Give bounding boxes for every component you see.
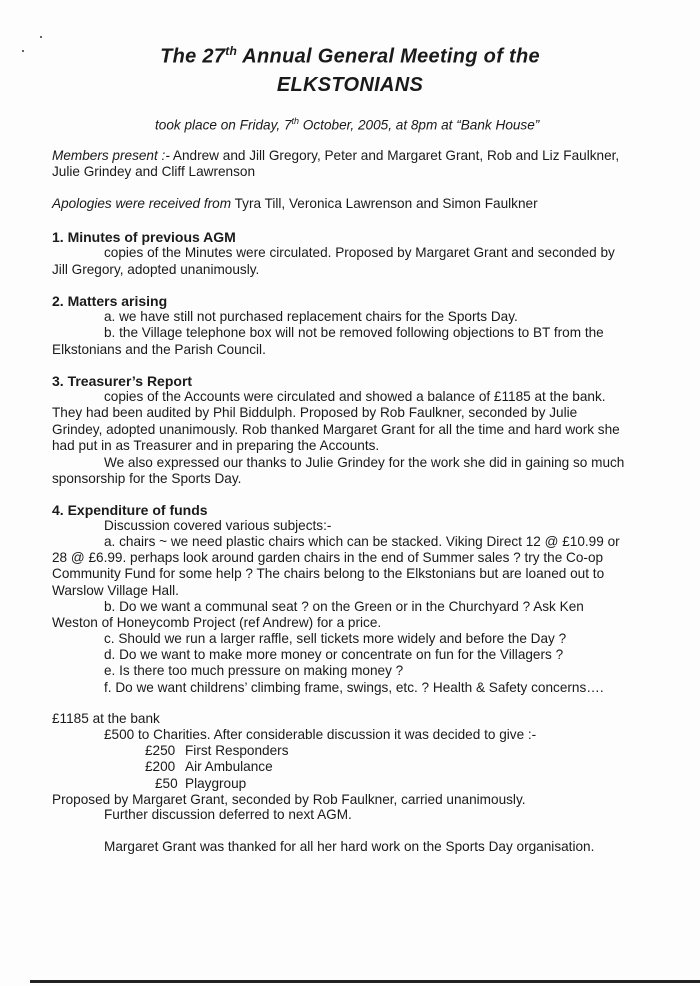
section-heading-minutes: 1. Minutes of previous AGM [52, 229, 236, 245]
funds-proposed: Proposed by Margaret Grant, seconded by Rob Faulkner, carried unanimously. [52, 792, 526, 807]
treasurer-text: They had been audited by Phil Biddulph. Proposed by Rob Faulkner, seconded by Julie [52, 405, 578, 420]
expenditure-item-a-cont: Warslow Village Hall. [52, 583, 179, 598]
section-heading-treasurer: 3. Treasurer’s Report [52, 373, 193, 389]
donation-item: £200 Air Ambulance [145, 759, 273, 774]
expenditure-item-f: f. Do we want childrens’ climbing frame, swings, etc. ? Health & Safety concerns…. [104, 680, 604, 695]
expenditure-item-a: a. chairs ~ we need plastic chairs which can be stacked. Viking Direct 12 @ £10.99 or [104, 534, 620, 549]
expenditure-item-b-cont: Weston of Honeycomb Project (ref Andrew) for a price. [52, 615, 382, 630]
section-heading-expenditure: 4. Expenditure of funds [52, 502, 208, 518]
members-present: Members present :- Andrew and Jill Gregory, Peter and Margaret Grant, Rob and Liz Faulkner, [52, 148, 620, 163]
document-title-line-1: The 27th Annual General Meeting of the [160, 44, 540, 68]
donation-item: £50 Playgroup [155, 776, 247, 791]
expenditure-intro: Discussion covered various subjects:- [104, 518, 332, 533]
treasurer-text: copies of the Accounts were circulated and showed a balance of £1185 at the bank. [104, 389, 606, 404]
document-title-line-2: ELKSTONIANS [276, 74, 424, 96]
matters-item-b: b. the Village telephone box will not be removed following objections to BT from the [104, 325, 604, 340]
expenditure-item-c: c. Should we run a larger raffle, sell tickets more widely and before the Day ? [104, 631, 567, 646]
section-heading-matters: 2. Matters arising [52, 293, 168, 309]
treasurer-text: sponsorship for the Sports Day. [52, 471, 242, 486]
treasurer-text: had put in as Treasurer and in preparing the Accounts. [52, 438, 380, 453]
minutes-text-cont: Jill Gregory, adopted unanimously. [52, 262, 260, 277]
page-bottom-edge [30, 980, 700, 983]
treasurer-text: Grindey, adopted unanimously. Rob thanked Margaret Grant for all the time and hard work she [52, 422, 620, 437]
closing-thanks: Margaret Grant was thanked for all her hard work on the Sports Day organisation. [104, 839, 595, 854]
expenditure-item-a-cont: 28 @ £6.99. perhaps look around garden chairs in the end of Summer sales ? try the Co-op [52, 550, 604, 565]
funds-deferred: Further discussion deferred to next AGM. [104, 807, 352, 822]
donation-item: £250 First Responders [145, 743, 289, 758]
expenditure-item-d: d. Do we want to make more money or concentrate on fun for the Villagers ? [104, 647, 564, 662]
apologies: Apologies were received from Tyra Till, Veronica Lawrenson and Simon Faulkner [52, 196, 538, 211]
minutes-text: copies of the Minutes were circulated. Proposed by Margaret Grant and seconded by [104, 245, 615, 260]
expenditure-item-b: b. Do we want a communal seat ? on the Green or in the Churchyard ? Ask Ken [104, 599, 584, 614]
members-present-cont: Julie Grindey and Cliff Lawrenson [52, 164, 256, 179]
expenditure-item-a-cont: Community Fund for some help ? The chairs belong to the Elkstonians but are loaned out to [52, 566, 605, 581]
matters-item-b-cont: Elkstonians and the Parish Council. [52, 342, 266, 357]
funds-charities: £500 to Charities. After considerable discussion it was decided to give :- [104, 727, 537, 742]
scan-speck [40, 36, 42, 38]
meeting-details: took place on Friday, 7th October, 2005, at 8pm at “Bank House” [155, 116, 540, 133]
funds-balance: £1185 at the bank [52, 711, 160, 726]
treasurer-text: We also expressed our thanks to Julie Grindey for the work she did in gaining so much [104, 455, 625, 470]
expenditure-item-e: e. Is there too much pressure on making money ? [104, 663, 404, 678]
matters-item-a: a. we have still not purchased replacement chairs for the Sports Day. [104, 309, 518, 324]
